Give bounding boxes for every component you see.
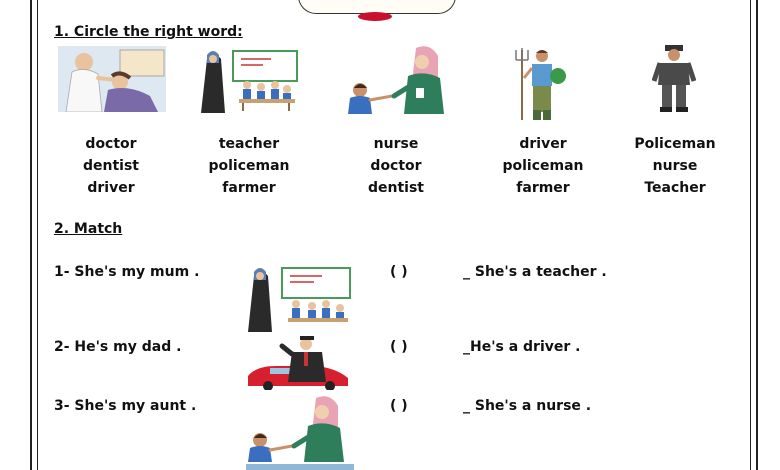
teacher-picture [201,47,299,113]
farmer-picture [512,46,572,122]
cut-off-picture [246,464,354,470]
banner-ribbon [358,12,392,21]
word-option[interactable]: teacher [218,136,280,152]
word-option[interactable]: Teacher [644,180,706,196]
match-right-3: _ She's a nurse . [463,398,592,414]
dentist-picture [58,46,166,112]
word-column-2 [194,133,304,199]
match-picture-driver [246,336,352,390]
word-column-3 [341,133,451,199]
match-bracket-1[interactable]: ( ) [390,264,408,280]
word-option[interactable]: farmer [516,180,570,196]
match-picture-teacher [246,262,354,332]
match-right-2: _He's a driver . [463,339,581,355]
word-option[interactable]: doctor [85,136,137,152]
section1-heading: 1. Circle the right word: [54,24,243,40]
word-column-1 [56,133,166,199]
word-option[interactable]: farmer [222,180,276,196]
word-column-5 [620,133,730,199]
policeman-picture [652,45,696,113]
match-picture-nurse [246,392,346,462]
nurse-picture [346,42,446,114]
word-option[interactable]: dentist [83,158,139,174]
match-right-1: _ She's a teacher . [463,264,607,280]
word-option[interactable]: nurse [373,136,419,152]
word-option[interactable]: Policeman [634,136,716,152]
word-option[interactable]: doctor [370,158,422,174]
match-left-3: 3- She's my aunt . [54,398,197,414]
word-option[interactable]: nurse [652,158,698,174]
match-left-1: 1- She's my mum . [54,264,200,280]
word-option[interactable]: dentist [368,180,424,196]
word-column-4 [488,133,598,199]
word-option[interactable]: driver [519,136,567,152]
word-option[interactable]: policeman [208,158,290,174]
match-bracket-2[interactable]: ( ) [390,339,408,355]
match-bracket-3[interactable]: ( ) [390,398,408,414]
section2-heading: 2. Match [54,221,123,237]
word-option[interactable]: driver [87,180,135,196]
word-option[interactable]: policeman [502,158,584,174]
match-left-2: 2- He's my dad . [54,339,182,355]
